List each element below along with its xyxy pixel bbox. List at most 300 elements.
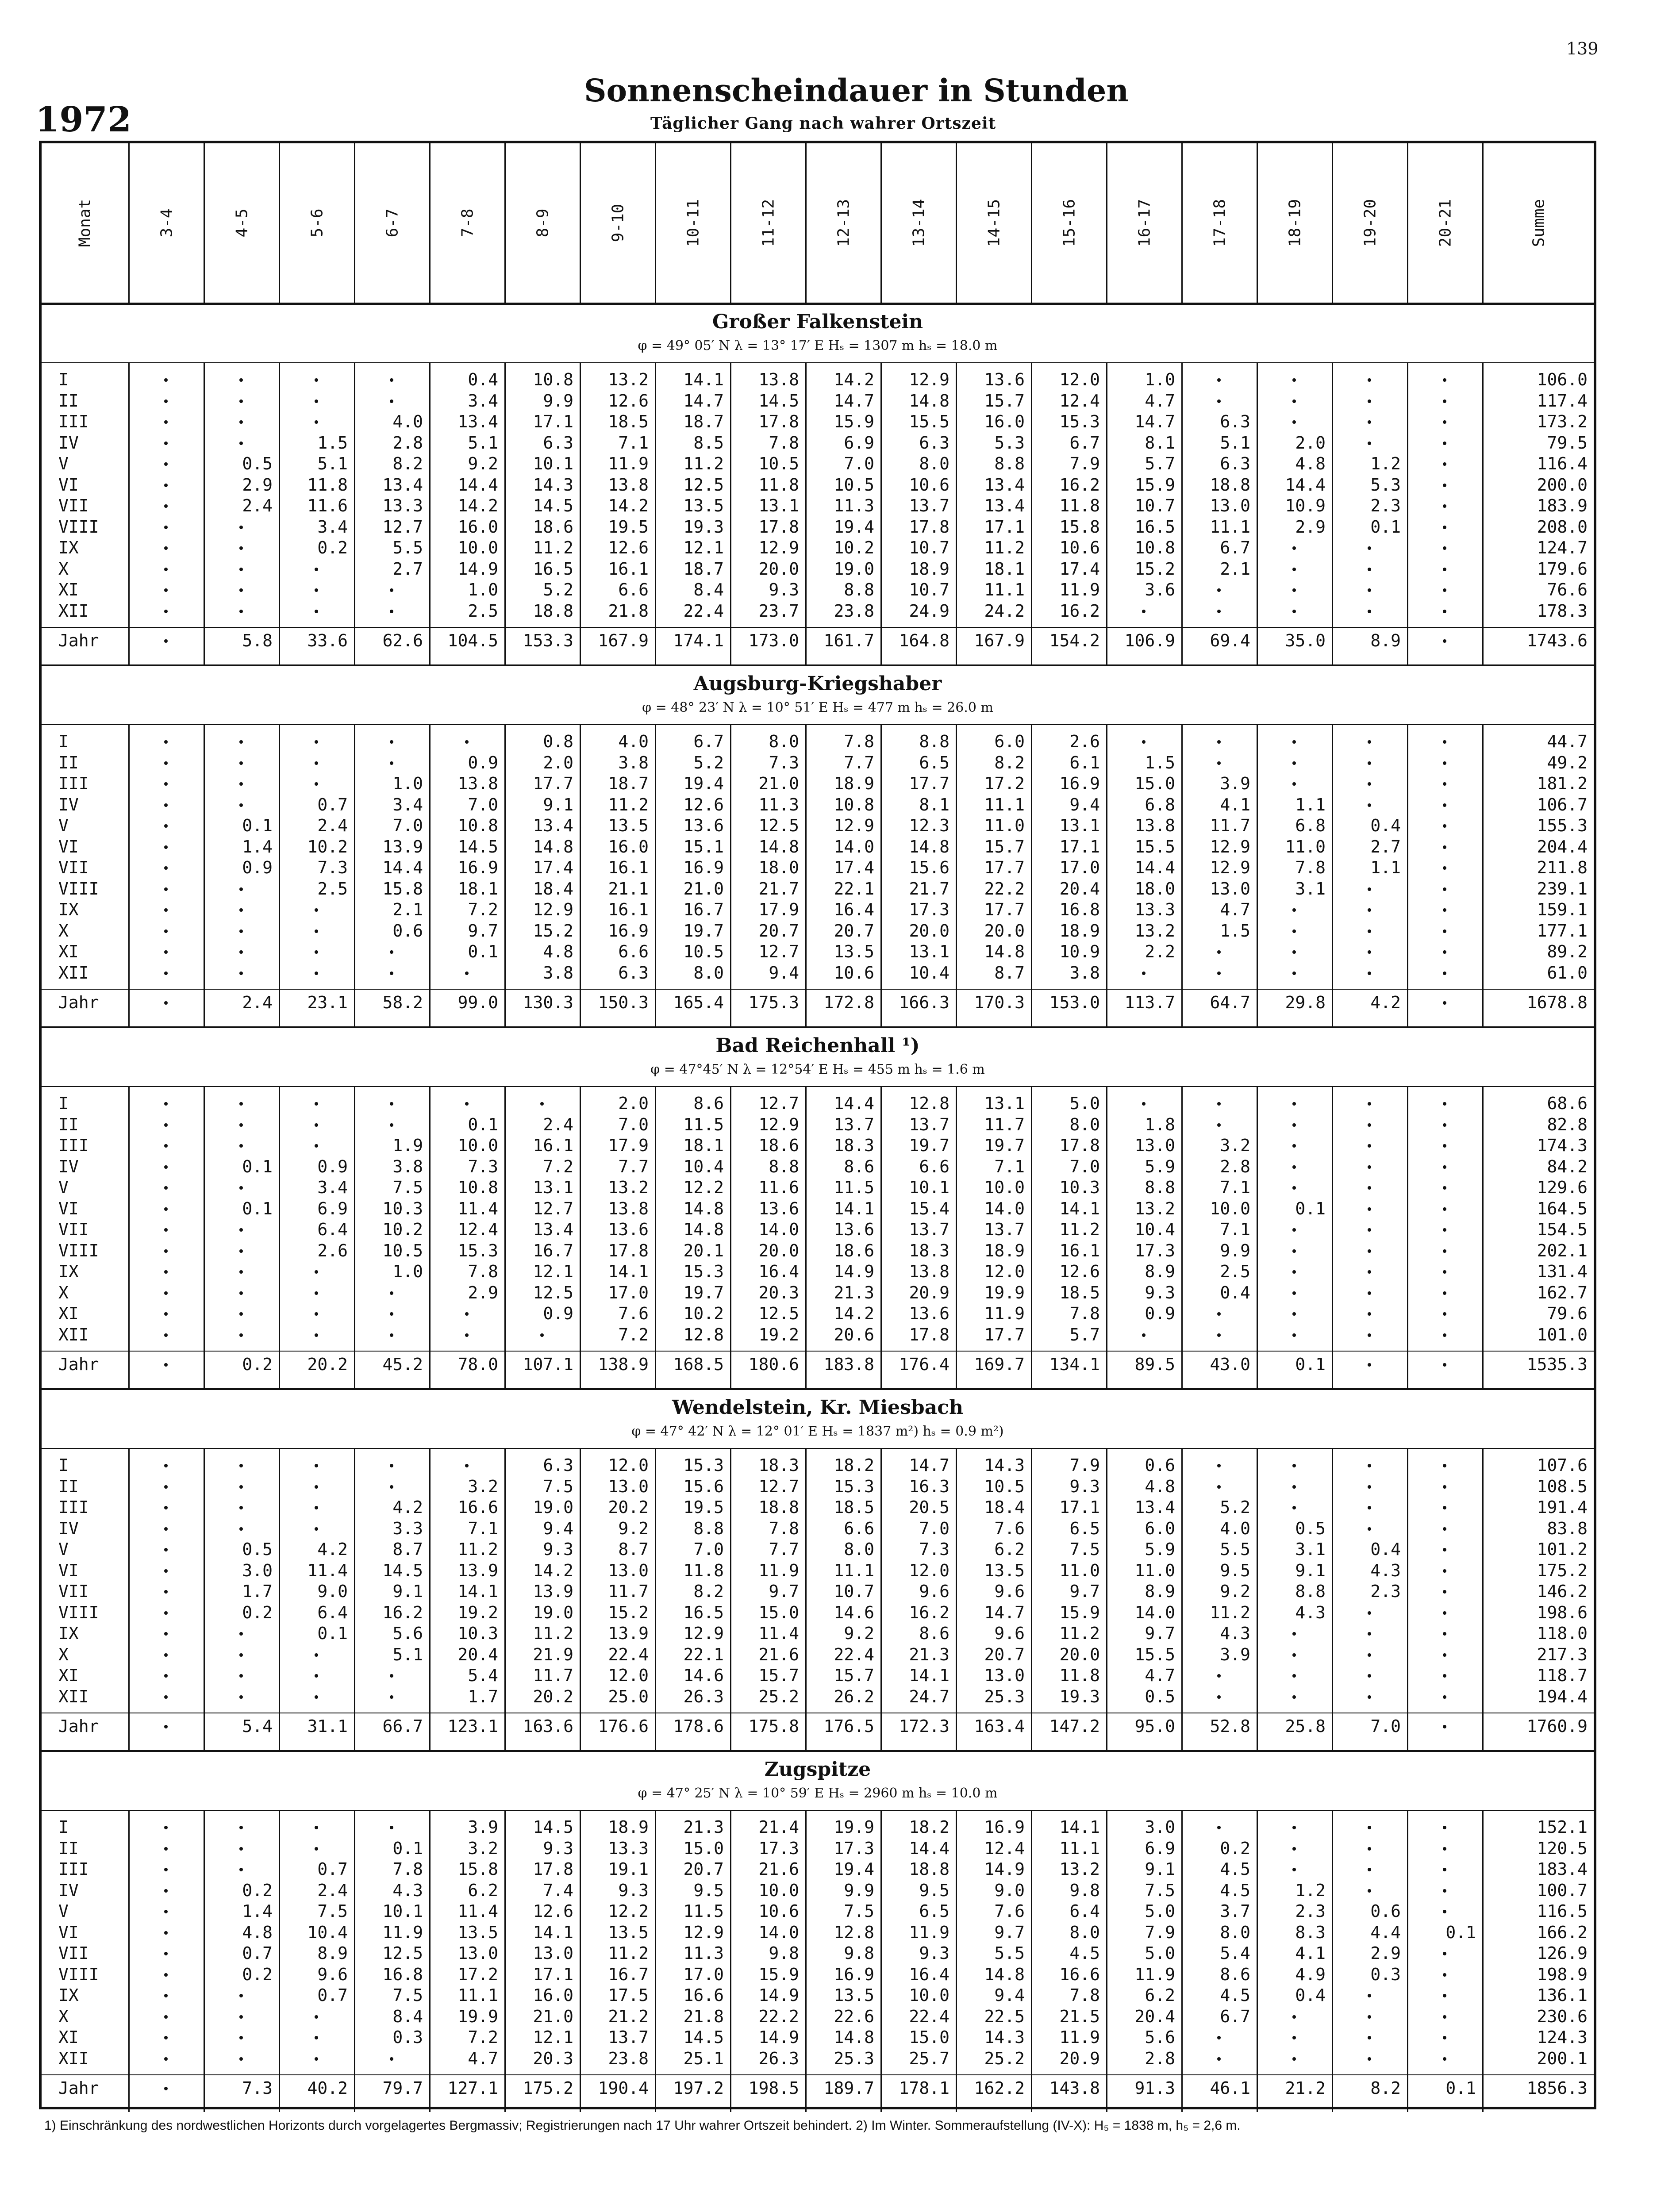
hour-value: 123.1 (447, 1717, 498, 1736)
hour-value: 10.2 (834, 538, 874, 557)
column-rule (730, 362, 731, 664)
sum-value: 211.8 (1537, 858, 1588, 877)
hour-value: 14.8 (683, 1198, 724, 1218)
hour-value: 17.2 (457, 1964, 498, 1984)
hour-value: 14.0 (984, 1198, 1025, 1218)
hour-value: 9.7 (769, 1582, 799, 1601)
hour-value: 0.4 (468, 370, 498, 389)
hour-value: 9.5 (1220, 1560, 1250, 1580)
sum-value: 177.1 (1537, 921, 1588, 941)
no-sunshine-dot (239, 610, 243, 613)
station-coordinates: φ = 47° 42′ N λ = 12° 01′ E Hₛ = 1837 m²) hₛ = 0.9 m²) (631, 1424, 1004, 1439)
column-rule (880, 1086, 882, 1388)
hour-value: 19.3 (683, 517, 724, 537)
hour-value: 20.7 (834, 921, 874, 941)
no-sunshine-dot (390, 761, 393, 765)
hour-value: 14.1 (1059, 1817, 1100, 1837)
hour-value: 9.3 (543, 1540, 573, 1559)
no-sunshine-dot (1292, 1249, 1296, 1253)
no-sunshine-dot (1292, 2036, 1296, 2039)
hour-value: 14.3 (984, 1455, 1025, 1475)
no-sunshine-dot (239, 588, 243, 592)
hour-value: 2.5 (1220, 1262, 1250, 1281)
sum-value: 116.4 (1537, 454, 1588, 473)
hour-value: 11.2 (1059, 1624, 1100, 1643)
hour-value: 7.9 (1069, 1455, 1100, 1475)
hour-value: 13.2 (608, 1178, 649, 1197)
hour-value: 14.3 (984, 2028, 1025, 2047)
hour-value: 14.7 (1134, 412, 1175, 431)
sum-value: 126.9 (1537, 1943, 1588, 1963)
station-coordinates: φ = 49° 05′ N λ = 13° 17′ E Hₛ = 1307 m hₛ = 18.0 m (638, 338, 998, 353)
hour-value: 17.0 (683, 1964, 724, 1984)
no-sunshine-dot (164, 824, 168, 828)
hour-value: 16.1 (608, 559, 649, 579)
month-label: VII (58, 1220, 89, 1239)
hour-value: 14.9 (758, 1985, 799, 2005)
no-sunshine-dot (1443, 610, 1446, 613)
hour-value: 15.3 (834, 1476, 874, 1496)
hour-value: 11.0 (1285, 837, 1326, 856)
hour-value: 20.9 (909, 1283, 949, 1302)
no-sunshine-dot (239, 908, 243, 912)
column-rule (504, 362, 506, 664)
hour-value: 10.8 (457, 1178, 498, 1197)
no-sunshine-dot (164, 1363, 168, 1367)
hour-value: 2.5 (468, 601, 498, 621)
no-sunshine-dot (164, 1931, 168, 1935)
no-sunshine-dot (1292, 972, 1296, 975)
hour-value: 9.8 (1069, 1880, 1100, 1900)
hour-value: 3.2 (468, 1838, 498, 1858)
hour-value: 12.7 (758, 1094, 799, 1113)
hour-value: 12.7 (758, 942, 799, 961)
no-sunshine-dot (239, 378, 243, 382)
column-header-label: 3-4 (158, 208, 176, 238)
month-label: V (58, 1540, 69, 1559)
column-header-label: 9-10 (609, 204, 627, 242)
hour-value: 29.8 (1285, 993, 1326, 1012)
hour-value: 25.1 (683, 2048, 724, 2068)
column-rule (956, 1810, 957, 2112)
hour-value: 104.5 (447, 631, 498, 650)
no-sunshine-dot (1217, 399, 1221, 403)
hour-value: 13.1 (1059, 816, 1100, 835)
hour-value: 17.3 (1134, 1240, 1175, 1260)
hour-value: 18.4 (984, 1498, 1025, 1517)
hour-value: 18.7 (683, 412, 724, 431)
no-sunshine-dot (1443, 2015, 1446, 2019)
sum-value: 83.8 (1547, 1518, 1588, 1538)
hour-value: 3.0 (242, 1560, 273, 1580)
no-sunshine-dot (315, 2036, 318, 2039)
hour-value: 18.9 (984, 1240, 1025, 1260)
no-sunshine-dot (315, 610, 318, 613)
column-rule (1106, 1448, 1107, 1750)
sum-value: 173.2 (1537, 412, 1588, 431)
hour-value: 7.0 (1370, 1717, 1401, 1736)
month-label: XI (58, 580, 79, 599)
no-sunshine-dot (164, 1291, 168, 1295)
hour-value: 13.5 (984, 1560, 1025, 1580)
no-sunshine-dot (1368, 378, 1371, 382)
no-sunshine-dot (1443, 761, 1446, 765)
hour-value: 13.0 (533, 1943, 573, 1963)
no-sunshine-dot (1292, 546, 1296, 550)
hour-value: 13.4 (382, 475, 423, 495)
no-sunshine-dot (1443, 950, 1446, 954)
hour-value: 25.0 (608, 1686, 649, 1706)
no-sunshine-dot (1217, 740, 1221, 744)
no-sunshine-dot (1292, 782, 1296, 786)
hour-value: 6.0 (1145, 1518, 1175, 1538)
no-sunshine-dot (1443, 1363, 1446, 1367)
hour-value: 7.7 (844, 753, 874, 772)
hour-value: 169.7 (974, 1355, 1025, 1374)
hour-value: 17.0 (608, 1283, 649, 1302)
hour-value: 16.6 (683, 1985, 724, 2005)
hour-value: 8.0 (1069, 1922, 1100, 1942)
hour-value: 15.0 (1134, 774, 1175, 793)
no-sunshine-dot (1368, 929, 1371, 933)
hour-value: 5.2 (1220, 1498, 1250, 1517)
hour-value: 1.7 (242, 1582, 273, 1601)
hour-value: 17.3 (909, 900, 949, 919)
month-label: X (58, 1283, 69, 1302)
hour-value: 11.5 (683, 1901, 724, 1921)
hour-value: 175.8 (748, 1717, 799, 1736)
column-header-label: 6-7 (383, 208, 401, 238)
column-header (1031, 143, 1106, 303)
no-sunshine-dot (465, 1333, 469, 1337)
hour-value: 15.9 (1059, 1602, 1100, 1622)
hour-value: 11.7 (1210, 816, 1250, 835)
no-sunshine-dot (390, 610, 393, 613)
hour-value: 17.1 (1059, 1498, 1100, 1517)
no-sunshine-dot (164, 1144, 168, 1148)
hour-value: 14.2 (834, 1304, 874, 1323)
hour-value: 6.6 (919, 1156, 949, 1176)
hour-value: 16.9 (1059, 774, 1100, 793)
no-sunshine-dot (164, 1464, 168, 1467)
hour-value: 16.6 (457, 1498, 498, 1517)
no-sunshine-dot (465, 972, 469, 975)
hour-value: 0.2 (1220, 1838, 1250, 1858)
hour-value: 13.3 (608, 1838, 649, 1858)
no-sunshine-dot (164, 1165, 168, 1169)
no-sunshine-dot (164, 803, 168, 807)
hour-value: 15.7 (984, 837, 1025, 856)
no-sunshine-dot (1443, 845, 1446, 849)
hour-value: 163.6 (523, 1717, 573, 1736)
column-header (1482, 143, 1594, 303)
hour-value: 5.4 (468, 1666, 498, 1685)
month-label: VIII (58, 1240, 99, 1260)
hour-value: 4.7 (468, 2048, 498, 2068)
hour-value: 8.2 (392, 454, 423, 473)
hour-value: 66.7 (382, 1717, 423, 1736)
no-sunshine-dot (1443, 824, 1446, 828)
hour-value: 6.9 (1145, 1838, 1175, 1858)
hour-value: 23.1 (307, 993, 348, 1012)
hour-value: 5.1 (468, 433, 498, 453)
column-header (279, 143, 354, 303)
hour-value: 167.9 (974, 631, 1025, 650)
no-sunshine-dot (1443, 1653, 1446, 1657)
no-sunshine-dot (390, 1695, 393, 1699)
hour-value: 17.8 (1059, 1136, 1100, 1155)
hour-value: 7.8 (1069, 1304, 1100, 1323)
hour-value: 9.3 (618, 1880, 649, 1900)
hour-value: 6.9 (844, 433, 874, 453)
no-sunshine-dot (1443, 568, 1446, 571)
hour-value: 13.4 (1134, 1498, 1175, 1517)
hour-value: 14.1 (457, 1582, 498, 1601)
hour-value: 1.2 (1295, 1880, 1326, 1900)
no-sunshine-dot (390, 1464, 393, 1467)
no-sunshine-dot (1292, 420, 1296, 424)
column-rule (580, 362, 581, 664)
hour-value: 9.7 (1145, 1624, 1175, 1643)
hour-value: 11.1 (984, 580, 1025, 599)
hour-value: 14.8 (984, 1964, 1025, 1984)
no-sunshine-dot (315, 1144, 318, 1148)
hour-value: 10.6 (834, 963, 874, 983)
no-sunshine-dot (315, 1506, 318, 1509)
no-sunshine-dot (315, 1527, 318, 1531)
hour-value: 21.4 (758, 1817, 799, 1837)
column-rule (580, 1810, 581, 2112)
column-header-label: 15-16 (1060, 199, 1078, 247)
no-sunshine-dot (1443, 1868, 1446, 1871)
no-sunshine-dot (164, 1102, 168, 1106)
month-label: I (58, 370, 69, 389)
hour-value: 1.5 (1220, 921, 1250, 941)
sum-value: 108.5 (1537, 1476, 1588, 1496)
no-sunshine-dot (1217, 761, 1221, 765)
hour-value: 6.4 (317, 1602, 348, 1622)
hour-value: 10.4 (307, 1922, 348, 1942)
sum-value: 131.4 (1537, 1262, 1588, 1281)
hour-value: 9.0 (317, 1582, 348, 1601)
no-sunshine-dot (1368, 1228, 1371, 1232)
column-rule (128, 1086, 130, 1388)
hour-value: 11.2 (533, 538, 573, 557)
hour-value: 4.5 (1069, 1943, 1100, 1963)
no-sunshine-dot (1368, 1464, 1371, 1467)
no-sunshine-dot (1443, 1291, 1446, 1295)
hour-value: 0.5 (1295, 1518, 1326, 1538)
hour-value: 18.7 (683, 559, 724, 579)
hour-value: 6.2 (994, 1540, 1025, 1559)
hour-value: 20.5 (909, 1498, 949, 1517)
column-rule (805, 362, 807, 664)
hour-value: 2.6 (1069, 732, 1100, 751)
hour-value: 9.4 (543, 1518, 573, 1538)
hour-value: 6.3 (1220, 454, 1250, 473)
sum-value: 174.3 (1537, 1136, 1588, 1155)
sum-value: 194.4 (1537, 1686, 1588, 1706)
hour-value: 4.3 (1295, 1602, 1326, 1622)
hour-value: 15.4 (909, 1198, 949, 1218)
column-rule (1482, 1810, 1484, 2112)
month-label: VII (58, 1582, 89, 1601)
hour-value: 13.8 (909, 1262, 949, 1281)
hour-value: 10.7 (1134, 496, 1175, 515)
hour-value: 7.8 (769, 1518, 799, 1538)
no-sunshine-dot (239, 1291, 243, 1295)
column-header (655, 143, 730, 303)
no-sunshine-dot (315, 399, 318, 403)
hour-value: 8.0 (844, 1540, 874, 1559)
station-coordinates: φ = 48° 23′ N λ = 10° 51′ E Hₛ = 477 m hₛ = 26.0 m (642, 700, 993, 715)
sum-value: 202.1 (1537, 1240, 1588, 1260)
no-sunshine-dot (1292, 1485, 1296, 1489)
hour-value: 0.2 (242, 1880, 273, 1900)
no-sunshine-dot (164, 442, 168, 445)
hour-value: 79.7 (382, 2078, 423, 2098)
no-sunshine-dot (1368, 1485, 1371, 1489)
column-rule (880, 1810, 882, 2112)
hour-value: 7.6 (994, 1518, 1025, 1538)
sum-value: 129.6 (1537, 1178, 1588, 1197)
hour-value: 5.5 (392, 538, 423, 557)
hour-value: 16.0 (457, 517, 498, 537)
hour-value: 21.7 (758, 879, 799, 899)
hour-value: 12.0 (909, 1560, 949, 1580)
hour-value: 130.3 (523, 993, 573, 1012)
hour-value: 0.1 (242, 816, 273, 835)
hour-value: 13.0 (608, 1560, 649, 1580)
month-label: I (58, 1094, 69, 1113)
hour-value: 10.1 (909, 1178, 949, 1197)
hour-value: 13.7 (834, 1114, 874, 1134)
no-sunshine-dot (239, 1228, 243, 1232)
hour-value: 7.3 (769, 753, 799, 772)
month-label: IX (58, 1262, 79, 1281)
year-total-label: Jahr (58, 2078, 99, 2098)
hour-value: 3.4 (317, 517, 348, 537)
hour-value: 1.0 (392, 1262, 423, 1281)
no-sunshine-dot (1443, 972, 1446, 975)
column-rule (354, 724, 355, 1026)
hour-value: 9.4 (994, 1985, 1025, 2005)
hour-value: 2.3 (1370, 1582, 1401, 1601)
hour-value: 9.3 (769, 580, 799, 599)
hour-value: 0.6 (1370, 1901, 1401, 1921)
column-rule (204, 1448, 205, 1750)
column-rule (204, 362, 205, 664)
no-sunshine-dot (239, 546, 243, 550)
hour-value: 9.6 (919, 1582, 949, 1601)
hour-value: 13.4 (457, 412, 498, 431)
hour-value: 10.0 (1210, 1198, 1250, 1218)
month-label: II (58, 1838, 79, 1858)
hour-value: 3.8 (392, 1156, 423, 1176)
hour-value: 18.9 (608, 1817, 649, 1837)
hour-value: 178.6 (673, 1717, 724, 1736)
hour-value: 166.3 (899, 993, 949, 1012)
hour-value: 9.4 (769, 963, 799, 983)
hour-value: 113.7 (1124, 993, 1175, 1012)
section-divider (42, 664, 1594, 666)
hour-value: 23.8 (608, 2048, 649, 2068)
hour-value: 14.2 (457, 496, 498, 515)
hour-value: 10.6 (758, 1901, 799, 1921)
no-sunshine-dot (1443, 1695, 1446, 1699)
hour-value: 180.6 (748, 1355, 799, 1374)
no-sunshine-dot (1368, 1186, 1371, 1190)
hour-value: 7.0 (392, 816, 423, 835)
no-sunshine-dot (1217, 2036, 1221, 2039)
hour-value: 13.5 (608, 1922, 649, 1942)
hour-value: 16.7 (608, 1964, 649, 1984)
hour-value: 1.4 (242, 837, 273, 856)
hour-value: 13.5 (608, 816, 649, 835)
hour-value: 12.1 (533, 2028, 573, 2047)
hour-value: 1.5 (1145, 753, 1175, 772)
no-sunshine-dot (1443, 1590, 1446, 1594)
hour-value: 17.8 (608, 1240, 649, 1260)
hour-value: 19.7 (683, 1283, 724, 1302)
hour-value: 21.3 (834, 1283, 874, 1302)
sum-value: 49.2 (1547, 753, 1588, 772)
hour-value: 5.1 (392, 1644, 423, 1664)
sum-value: 1743.6 (1526, 631, 1588, 650)
hour-value: 11.9 (984, 1304, 1025, 1323)
no-sunshine-dot (164, 420, 168, 424)
month-label: II (58, 391, 79, 411)
hour-value: 20.7 (984, 1644, 1025, 1664)
sum-value: 124.7 (1537, 538, 1588, 557)
no-sunshine-dot (315, 1847, 318, 1851)
no-sunshine-dot (1443, 929, 1446, 933)
hour-value: 13.0 (984, 1666, 1025, 1685)
column-rule (1332, 362, 1333, 664)
hour-value: 24.7 (909, 1686, 949, 1706)
hour-value: 12.4 (1059, 391, 1100, 411)
hour-value: 7.8 (1069, 1985, 1100, 2005)
hour-value: 11.2 (608, 1943, 649, 1963)
column-rule (1257, 362, 1258, 664)
no-sunshine-dot (1368, 1333, 1371, 1337)
hour-value: 23.8 (834, 601, 874, 621)
year-total-rule (42, 2074, 1594, 2075)
hour-value: 3.8 (1069, 963, 1100, 983)
hour-value: 11.2 (984, 538, 1025, 557)
hour-value: 11.3 (758, 795, 799, 814)
hour-value: 18.1 (984, 559, 1025, 579)
no-sunshine-dot (1292, 929, 1296, 933)
sum-value: 100.7 (1537, 1880, 1588, 1900)
column-header (1181, 143, 1257, 303)
hour-value: 2.1 (1220, 559, 1250, 579)
column-rule (880, 362, 882, 664)
no-sunshine-dot (390, 2057, 393, 2061)
hour-value: 15.9 (834, 412, 874, 431)
hour-value: 2.0 (618, 1094, 649, 1113)
station-name: Wendelstein, Kr. Miesbach (672, 1396, 963, 1419)
hour-value: 14.8 (909, 837, 949, 856)
hour-value: 11.9 (1134, 1964, 1175, 1984)
hour-value: 0.7 (317, 1859, 348, 1879)
hour-value: 7.0 (919, 1518, 949, 1538)
column-header-label: 19-20 (1361, 199, 1379, 247)
column-rule (429, 1448, 431, 1750)
hour-value: 11.1 (834, 1560, 874, 1580)
no-sunshine-dot (315, 420, 318, 424)
no-sunshine-dot (1443, 1165, 1446, 1169)
